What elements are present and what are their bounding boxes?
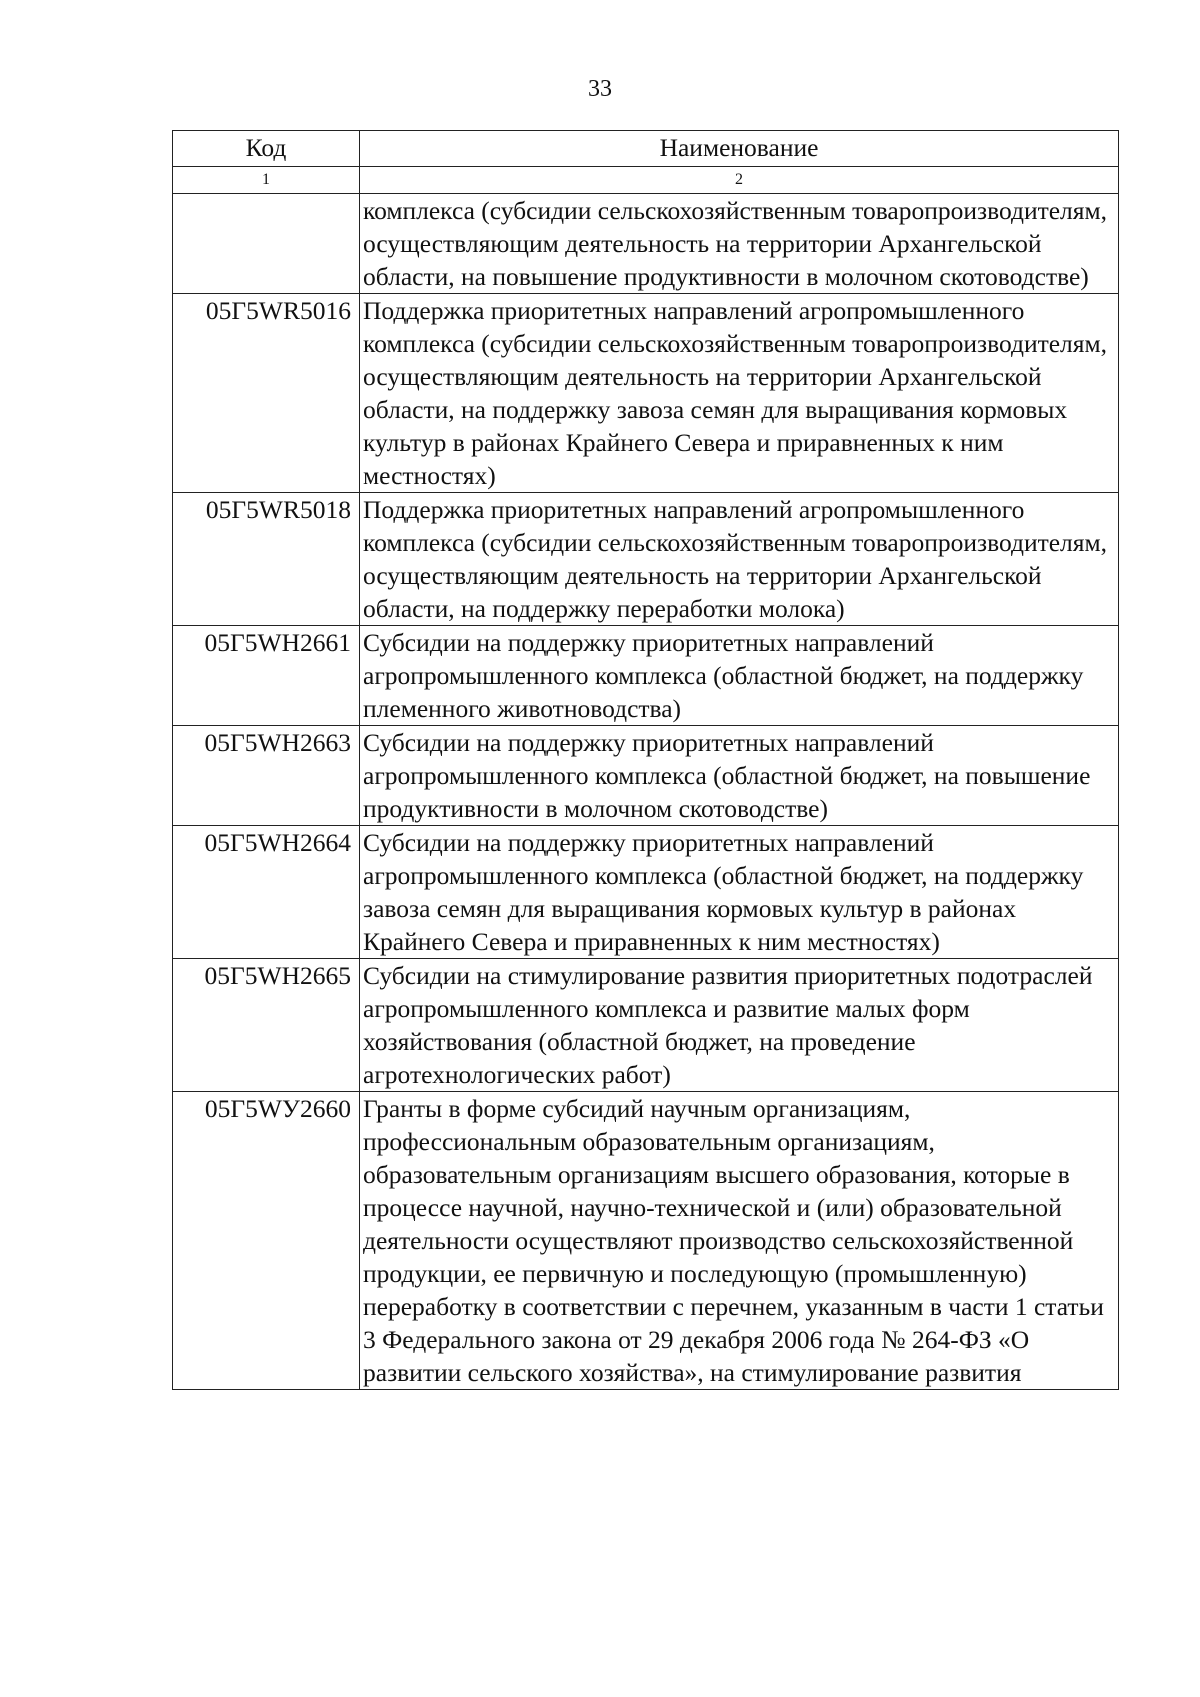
row-name: Гранты в форме субсидий научным организациям, профессиональным образовательным организациям, образовательным организациям высшего образования, которые в процессе научной, научно-технической и (или) образовательной деятельности осуществляют производство сельскохозяйственной продукции, ее первичную и последующую (промышленную) переработку в соответствии с перечнем, указанным в части 1 статьи 3 Федерального закона от 29 декабря 2006 года № 264-ФЗ «О развитии сельского хозяйства», на стимулирование развития — [360, 1092, 1119, 1390]
column-number-row — [173, 167, 1119, 194]
table-row — [173, 626, 1119, 726]
row-name: Субсидии на поддержку приоритетных направлений агропромышленного комплекса (областной бюджет, на поддержку завоза семян для выращивания кормовых культур в районах Крайнего Севера и приравненных к ним местностях) — [360, 826, 1119, 959]
header-name: Наименование — [360, 131, 1119, 167]
row-name: Субсидии на стимулирование развития приоритетных подотраслей агропромышленного комплекса и развитие малых форм хозяйствования (областной бюджет, на проведение агротехнологических работ) — [360, 959, 1119, 1092]
budget-code-table — [172, 130, 1119, 1390]
row-name: Субсидии на поддержку приоритетных направлений агропромышленного комплекса (областной бюджет, на поддержку племенного животноводства) — [360, 626, 1119, 726]
row-code: 05Г5WH2661 — [173, 626, 360, 726]
row-code: 05Г5WУ2660 — [173, 1092, 360, 1390]
row-code: 05Г5WH2663 — [173, 726, 360, 826]
column-number-2: 2 — [360, 167, 1119, 194]
row-code: 05Г5WH2665 — [173, 959, 360, 1092]
table-row — [173, 294, 1119, 493]
table-row — [173, 826, 1119, 959]
table-row — [173, 194, 1119, 294]
row-code — [173, 194, 360, 294]
page-number: 33 — [588, 76, 612, 102]
table-row — [173, 726, 1119, 826]
table-header-row — [173, 131, 1119, 167]
row-code: 05Г5WR5016 — [173, 294, 360, 493]
row-name: Субсидии на поддержку приоритетных направлений агропромышленного комплекса (областной бюджет, на повышение продуктивности в молочном скотоводстве) — [360, 726, 1119, 826]
row-name: Поддержка приоритетных направлений агропромышленного комплекса (субсидии сельскохозяйственным товаропроизводителям, осуществляющим деятельность на территории Архангельской области, на поддержку переработки молока) — [360, 493, 1119, 626]
table-row — [173, 493, 1119, 626]
row-code: 05Г5WH2664 — [173, 826, 360, 959]
table-row — [173, 959, 1119, 1092]
column-number-1: 1 — [173, 167, 360, 194]
row-name: Поддержка приоритетных направлений агропромышленного комплекса (субсидии сельскохозяйственным товаропроизводителям, осуществляющим деятельность на территории Архангельской области, на поддержку завоза семян для выращивания кормовых культур в районах Крайнего Севера и приравненных к ним местностях) — [360, 294, 1119, 493]
header-code: Код — [173, 131, 360, 167]
row-name: комплекса (субсидии сельскохозяйственным товаропроизводителям, осуществляющим деятельность на территории Архангельской области, на повышение продуктивности в молочном скотоводстве) — [360, 194, 1119, 294]
table-row — [173, 1092, 1119, 1390]
row-code: 05Г5WR5018 — [173, 493, 360, 626]
